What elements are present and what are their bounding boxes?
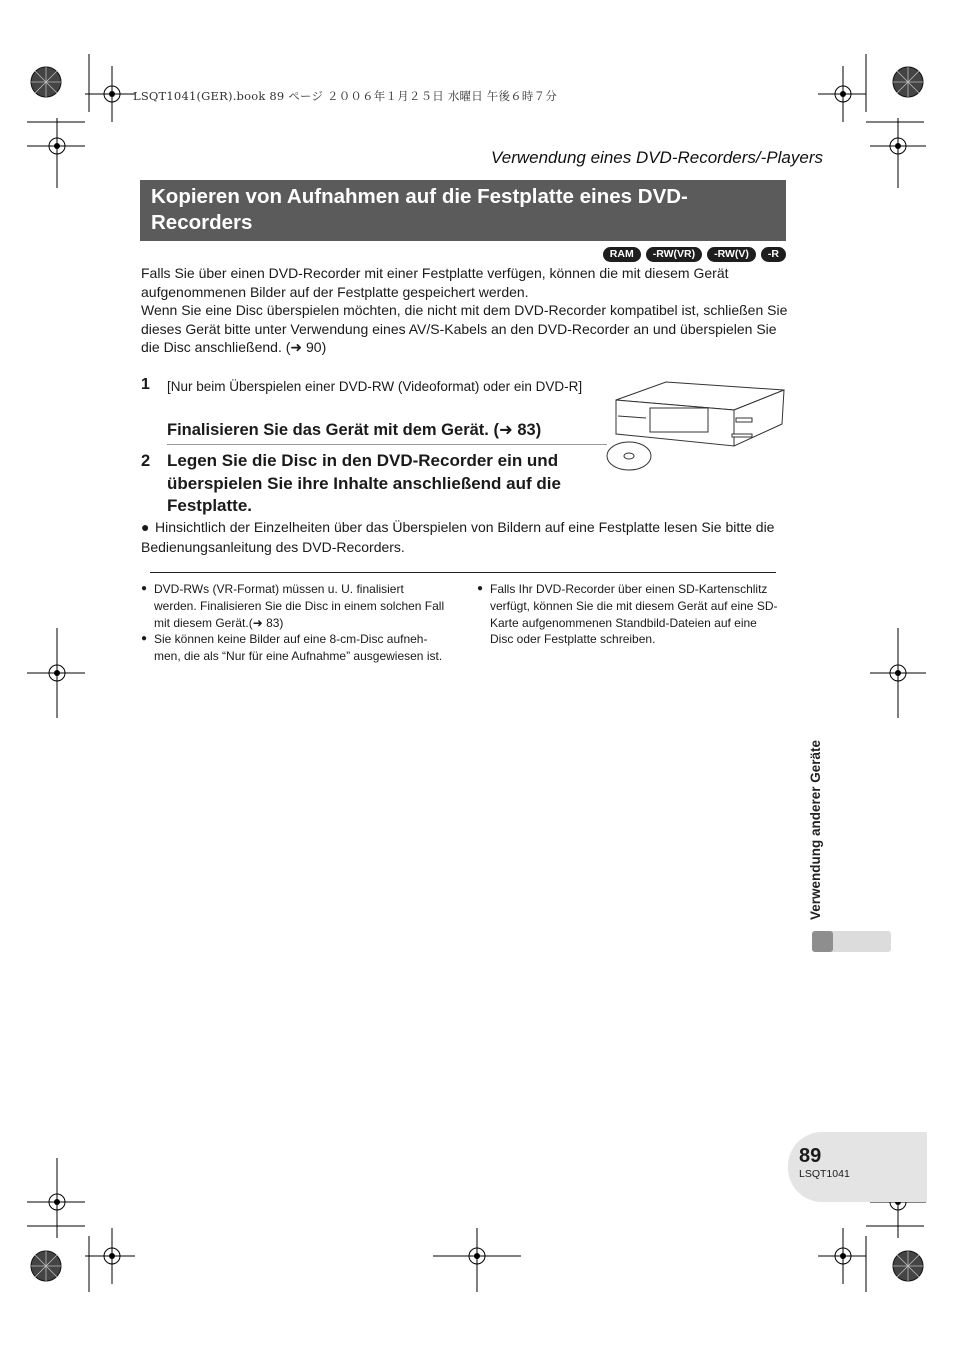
intro-paragraph-2: Wenn Sie eine Disc überspielen möchten, die nicht mit dem DVD-Recorder kompatibel ist, schließen Sie dieses Gerät bitte unter Verwendung eines AV/S-Kabels an den DVD-Recorder an und überspielen Sie die Disc anschließend. (➜ 90) [141,302,788,355]
bullet-paragraph [141,518,796,557]
badge-r: -R [761,247,786,262]
notes-left-column [141,581,446,665]
badge-rw-vr: -RW(VR) [646,247,702,262]
badge-ram: RAM [603,247,641,262]
print-header: LSQT1041(GER).book 89 ページ ２００６年１月２５日 水曜日 午後６時７分 [133,89,558,103]
note-text: DVD-RWs (VR-Format) müssen u. U. finalisiert werden. Finalisieren Sie die Disc in einem solchen Fall mit diesem Gerät.(➜ 83) [154,582,445,630]
bullet-icon: ● [477,583,484,594]
badge-rw-v: -RW(V) [707,247,756,262]
intro-text [141,264,791,357]
section-title: Kopieren von Aufnahmen auf die Festplatte eines DVD-Recorders [151,185,688,234]
notes-divider [150,572,776,573]
step-1-number: 1 [141,376,150,393]
side-section-label: Verwendung anderer Geräte [808,739,823,920]
media-badges [603,247,786,262]
step-1-instruction: Finalisieren Sie das Gerät mit dem Gerät. (➜ 83) [167,421,542,439]
section-tab-marker [812,931,833,952]
bullet-text: Hinsichtlich der Einzelheiten über das Überspielen von Bildern auf eine Festplatte lesen Sie bitte die Bedienungsanleitung des DVD-Recorders. [141,519,775,555]
page-number: 89 [799,1145,822,1167]
bullet-icon: ● [141,633,148,645]
running-head: Verwendung eines DVD-Recorders/-Players [491,148,823,167]
note-item [141,631,446,665]
notes-right-column [477,581,782,648]
intro-paragraph-1: Falls Sie über einen DVD-Recorder mit einer Festplatte verfügen, können die mit diesem Gerät aufgenommenen Bilder auf der Festplatte gespeichert werden. [141,265,729,300]
note-text: Falls Ihr DVD-Recorder über einen SD-Kartenschlitz verfügt, können Sie die mit diesem Gerät auf eine SD-Karte aufgenommenen Standbild-Dateien auf eine Disc oder Festplatte schreiben. [490,582,778,647]
step-2-number: 2 [141,452,151,470]
step-1-note: [Nur beim Überspielen einer DVD-RW (Videoformat) oder ein DVD-R] [167,379,583,394]
document-code: LSQT1041 [799,1168,850,1180]
note-text: Sie können keine Bilder auf eine 8-cm-Disc aufneh-men, die als “Nur für eine Aufnahme” ausgewiesen ist. [154,632,443,664]
note-item [477,581,782,648]
step-divider [167,444,607,445]
note-item [141,581,446,631]
dvd-recorder-with-disc-icon [606,380,788,476]
step-2-instruction: Legen Sie die Disc in den DVD-Recorder ein und überspielen Sie ihre Inhalte anschließend auf die Festplatte. [167,451,561,515]
bullet-icon: ● [141,583,148,594]
bullet-icon: ● [141,519,150,535]
